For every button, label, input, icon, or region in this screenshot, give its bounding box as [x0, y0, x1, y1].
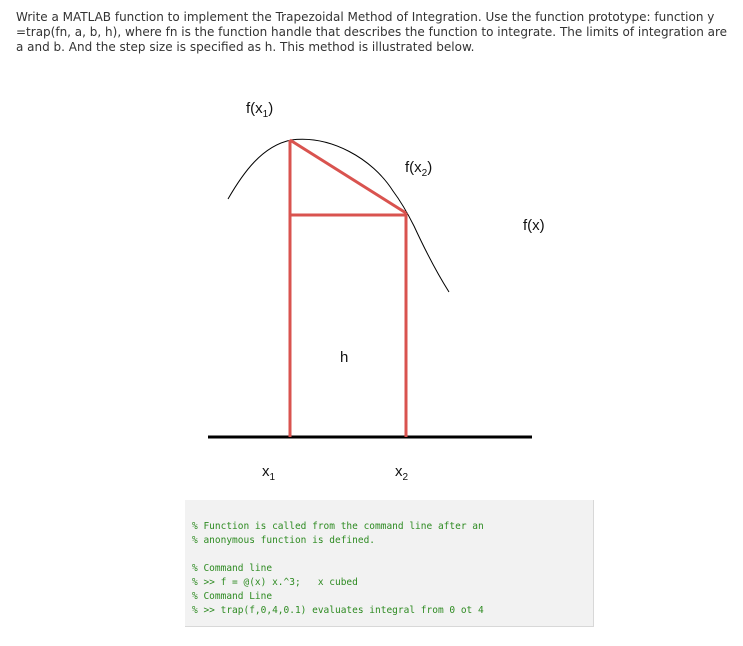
problem-statement: Write a MATLAB function to implement the Trapezoidal Method of Integration. Use the function prototype: function y =trap(fn, a, b, h), where fn is the function handle that describes the function to integrate. The limits of integration are a and b. And the step size is specified as h. This method is illustrated below. — [16, 10, 728, 54]
label-f-x: f(x) — [523, 217, 545, 234]
label-x1: $x_1$ — [262, 463, 276, 483]
label-h: h — [340, 349, 349, 366]
code-line: % >> f = @(x) x.^3; x cubed — [192, 577, 358, 588]
code-comment: % Function is called from the command line after an — [192, 521, 484, 532]
code-example-box — [185, 500, 594, 627]
label-f-x1: $f(x_1)$ — [246, 100, 274, 120]
code-comment: % anonymous function is defined. — [192, 535, 376, 546]
label-f-x2: $f(x_2)$ — [405, 159, 433, 179]
label-x2: $x_2$ — [395, 463, 409, 483]
code-comment: % Command line — [192, 563, 273, 574]
code-line: % >> trap(f,0,4,0.1) evaluates integral from 0 ot 4 — [192, 605, 484, 616]
code-comment: % Command Line — [192, 591, 273, 602]
